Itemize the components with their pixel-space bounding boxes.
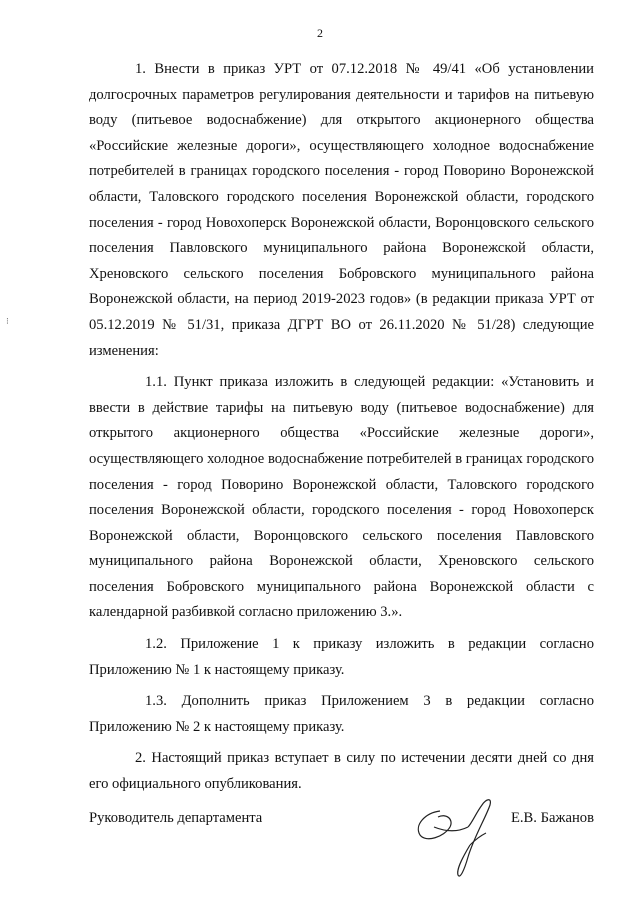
- document-body: [89, 57, 594, 798]
- paragraph-item-1-2: 1.2. Приложение 1 к приказу изложить в редакции согласно Приложению № 1 к настоящему приказу.: [89, 636, 594, 678]
- page-number: 2: [317, 26, 323, 40]
- paragraph-item-1: 1. Внести в приказ УРТ от 07.12.2018 № 49/41 «Об установлении долгосрочных параметров регулирования деятельности и тарифов на питьевую воду (питьевое водоснабжение) для открытого акционерного общества «Российские железные дороги», осуществляющего холодное водоснабжение потребителей в границах городского поселения - город Поворино Воронежской области, Таловского городского поселения Воронежской области, городского поселения - город Новохоперск Воронежской области, Воронцовского сельского поселения Павловского муниципального района Воронежской области, Хреновского сельского поселения Бобровского муниципального района Воронежской области, на период 2019-2023 годов» (в редакции приказа УРТ от 05.12.2019 № 51/31, приказа ДГРТ ВО от 26.11.2020 № 51/28) следующие изменения:: [89, 61, 594, 359]
- handwritten-signature: [410, 783, 505, 883]
- signatory-title: Руководитель департамента: [89, 810, 263, 826]
- signature-row: [89, 810, 594, 834]
- paragraph-item-1-1: 1.1. Пункт приказа изложить в следующей редакции: «Установить и ввести в действие тарифы на питьевую воду (питьевое водоснабжение) для открытого акционерного общества «Российские железные дороги», осуществляющего холодное водоснабжение потребителей в границах городского поселения - город Поворино Воронежской области, Таловского городского поселения Воронежской области, городского поселения - город Новохоперск Воронежской области, Воронцовского сельского поселения Павловского муниципального района Воронежской области, Хреновского сельского поселения Бобровского муниципального района Воронежской области с календарной разбивкой согласно приложению 3.».: [89, 374, 594, 621]
- paragraph-item-1-3: 1.3. Дополнить приказ Приложением 3 в редакции согласно Приложению № 2 к настоящему приказу.: [89, 693, 594, 735]
- margin-mark: ⁝: [6, 316, 9, 326]
- paragraph-item-2: 2. Настоящий приказ вступает в силу по истечении десяти дней со дня его официального опубликования.: [89, 750, 594, 793]
- signatory-name: Е.В. Бажанов: [510, 810, 594, 826]
